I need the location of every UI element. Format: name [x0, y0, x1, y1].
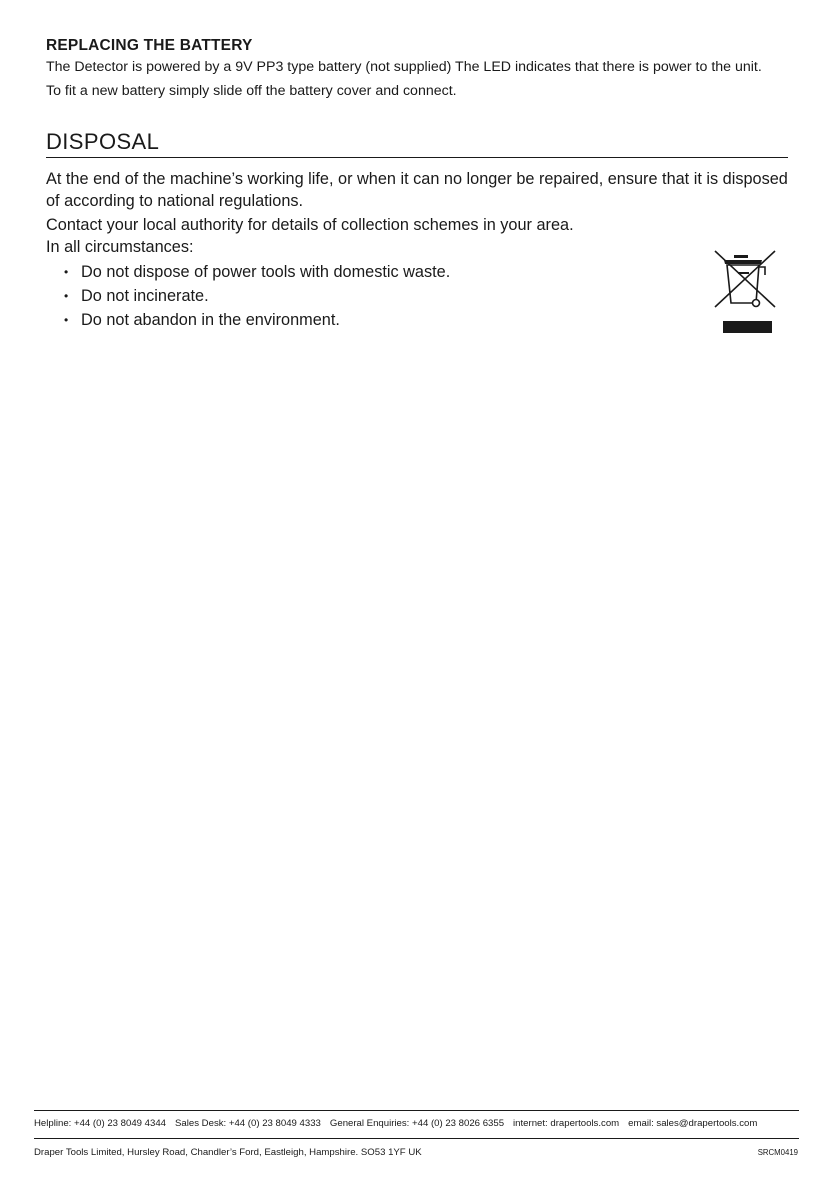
- disposal-paragraph-3: In all circumstances:: [46, 238, 194, 256]
- battery-heading: REPLACING THE BATTERY: [46, 37, 253, 54]
- disposal-list: [46, 260, 788, 332]
- footer-divider-top: [34, 1110, 799, 1111]
- crossed-out-wheelie-bin-icon: [712, 247, 778, 335]
- footer-helpline: Helpline: +44 (0) 23 8049 4344: [34, 1118, 167, 1129]
- disposal-section: [46, 128, 788, 332]
- list-item: [64, 284, 788, 308]
- battery-paragraph-1: The Detector is powered by a 9V PP3 type battery (not supplied) The LED indicates that there is power to the unit.: [46, 59, 762, 75]
- disposal-heading: DISPOSAL: [46, 128, 788, 158]
- footer-address: Draper Tools Limited, Hursley Road, Chandler’s Ford, Eastleigh, Hampshire. SO53 1YF UK: [34, 1147, 422, 1158]
- footer-enquiries: General Enquiries: +44 (0) 23 8026 6355: [329, 1118, 505, 1129]
- disposal-paragraph-2: Contact your local authority for details of collection schemes in your area.: [46, 216, 574, 234]
- battery-paragraph-2: To fit a new battery simply slide off the battery cover and connect.: [46, 83, 457, 99]
- footer-contact-line: [34, 1117, 804, 1131]
- bullet-icon: •: [64, 313, 69, 327]
- list-item: [64, 308, 788, 332]
- bullet-icon: •: [64, 289, 69, 303]
- bullet-icon: •: [64, 265, 69, 279]
- list-item-text: Do not dispose of power tools with domestic waste.: [81, 263, 451, 281]
- footer-divider-bottom: [34, 1138, 799, 1139]
- list-item-text: Do not abandon in the environment.: [81, 311, 340, 329]
- battery-section: [46, 36, 791, 101]
- list-item: [64, 260, 788, 284]
- footer-email: email: sales@drapertools.com: [628, 1118, 758, 1129]
- footer-internet: internet: drapertools.com: [513, 1118, 620, 1129]
- disposal-paragraph-1: At the end of the machine’s working life, or when it can no longer be repaired, ensure that it is disposed of according to national regulations.: [46, 170, 788, 210]
- footer-sales: Sales Desk: +44 (0) 23 8049 4333: [175, 1118, 321, 1129]
- document-code: SRCM0419: [757, 1148, 798, 1157]
- list-item-text: Do not incinerate.: [81, 287, 209, 305]
- disposal-body: [46, 168, 788, 258]
